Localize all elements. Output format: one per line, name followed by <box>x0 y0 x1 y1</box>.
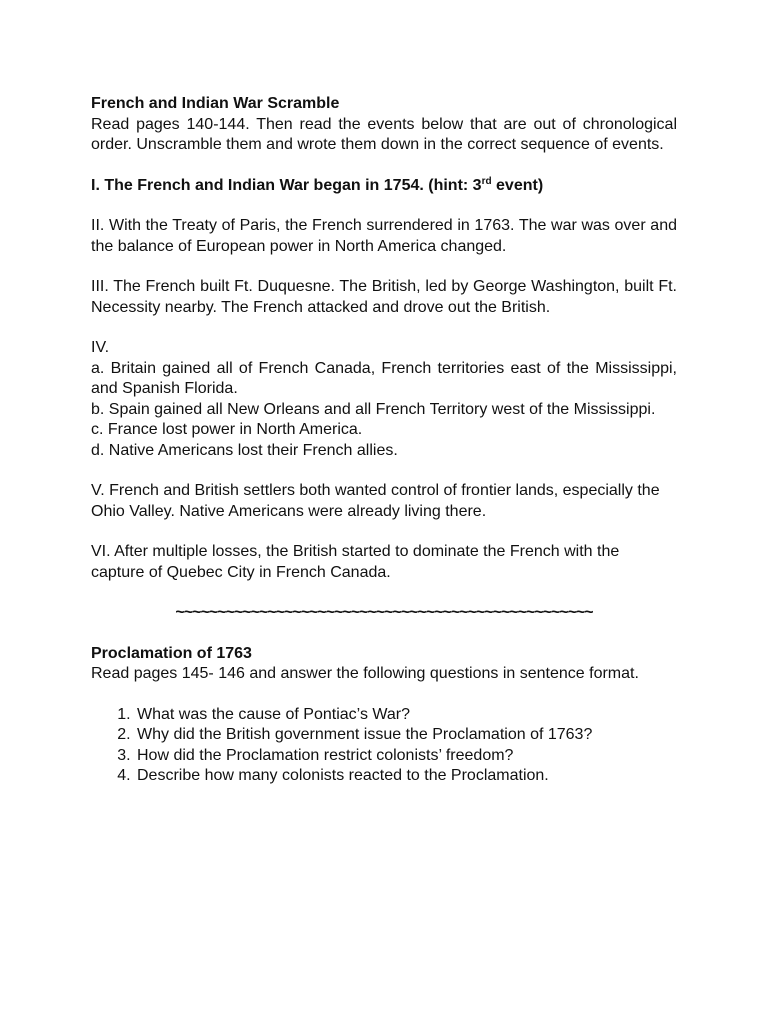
event-4-b: b. Spain gained all New Orleans and all French Territory west of the Mississippi. <box>91 400 656 418</box>
proclamation-intro: Read pages 145- 146 and answer the following questions in sentence format. <box>91 665 639 682</box>
event-4-d: d. Native Americans lost their French allies. <box>91 441 398 459</box>
event-1-after: event) <box>491 176 544 194</box>
event-2: II. With the Treaty of Paris, the French surrendered in 1763. The war was over and the balance of European power in North America changed. <box>91 217 677 255</box>
proclamation-title: Proclamation of 1763 <box>91 644 252 662</box>
event-4-c: c. France lost power in North America. <box>91 421 363 438</box>
event-4-label: IV. <box>91 339 110 356</box>
event-6: VI. After multiple losses, the British started to dominate the French with the capture of Quebec City in French Canada. <box>91 543 620 581</box>
worksheet-page <box>91 94 677 787</box>
question-item: 4. Describe how many colonists reacted to the Proclamation. <box>135 766 677 787</box>
question-item: 1. What was the cause of Pontiac’s War? <box>135 705 677 726</box>
question-item: 2. Why did the British government issue the Proclamation of 1763? <box>135 725 677 746</box>
tilde-divider: ~~~~~~~~~~~~~~~~~~~~~~~~~~~~~~~~~~~~~~~~~~~~~~~~~~ <box>175 604 593 621</box>
scramble-intro: Read pages 140-144. Then read the events below that are out of chronological order. Unscramble them and wrote them down in the correct sequence of events. <box>91 115 677 153</box>
event-1 <box>91 176 677 197</box>
event-3: III. The French built Ft. Duquesne. The British, led by George Washington, built Ft. Necessity nearby. The French attacked and drove out the British. <box>91 278 677 316</box>
scramble-title: French and Indian War Scramble <box>91 95 340 112</box>
event-4-a: a. Britain gained all of French Canada, French territories east of the Mississippi, and Spanish Florida. <box>91 359 677 397</box>
event-1-superscript: rd <box>481 175 492 187</box>
event-1-text: I. The French and Indian War began in 1754. (hint: 3 <box>91 176 482 194</box>
event-4 <box>91 338 677 461</box>
question-item: 3. How did the Proclamation restrict colonists’ freedom? <box>135 746 677 767</box>
question-list <box>91 705 677 787</box>
event-5: V. French and British settlers both wanted control of frontier lands, especially the Ohio Valley. Native Americans were already living there. <box>91 482 660 520</box>
